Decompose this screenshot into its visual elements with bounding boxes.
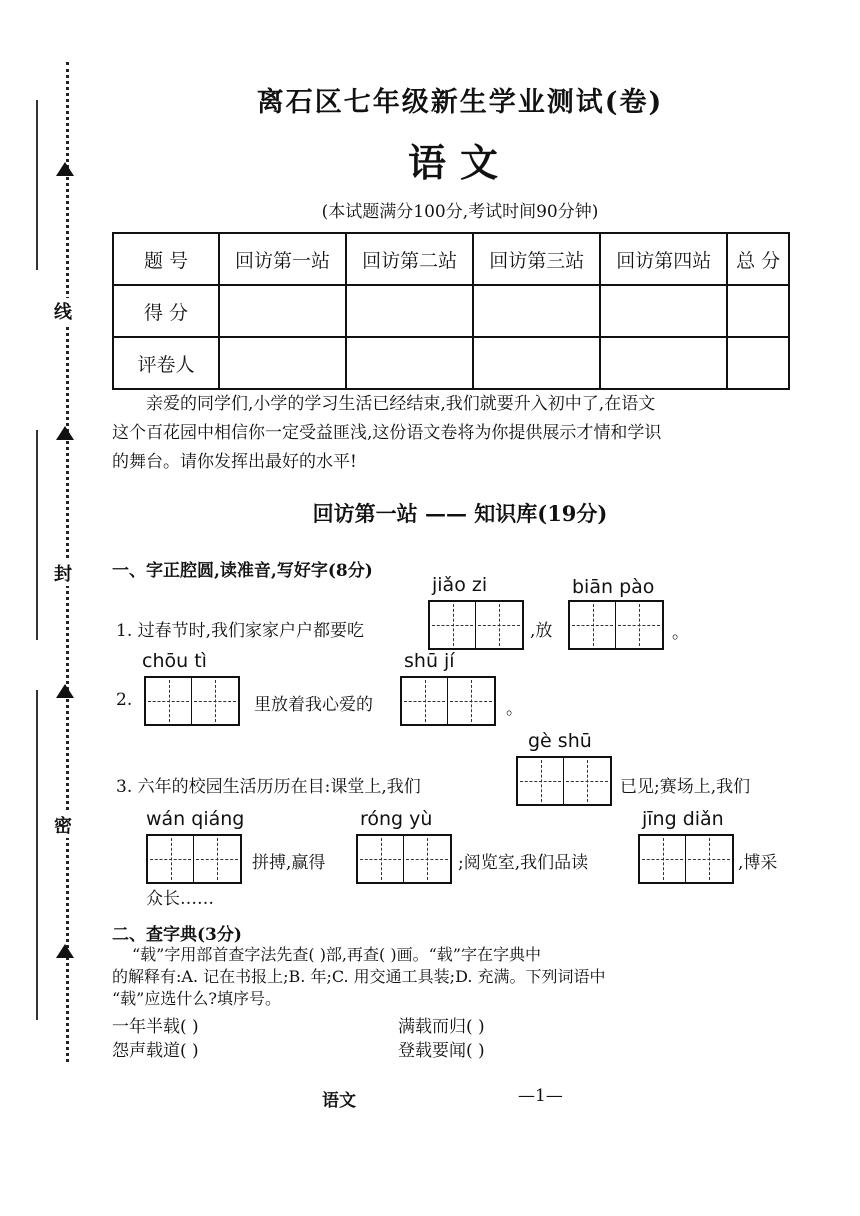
section-heading: 一、字正腔圆,读准音,写好字(8分) (112, 561, 373, 581)
question-text: “载”应选什么?填序号。 (112, 989, 281, 1008)
answer-item[interactable]: 满载而归( ) (398, 1017, 485, 1037)
question-text: 拼搏,赢得 (252, 853, 326, 873)
question-text: 已见;赛场上,我们 (620, 777, 751, 797)
question-text: 2. (116, 690, 133, 710)
binding-edge-line (36, 430, 38, 640)
triangle-marker-icon (56, 944, 74, 958)
row-label: 得 分 (113, 285, 219, 337)
page-number: —1— (518, 1086, 563, 1106)
score-cell[interactable] (346, 285, 473, 337)
question-text: ,放 (530, 621, 553, 641)
table-header-cell: 回访第一站 (219, 233, 346, 285)
pinyin: shū jí (404, 650, 455, 672)
binding-char-xian: 线 (54, 298, 72, 324)
triangle-marker-icon (56, 426, 74, 440)
table-row (113, 233, 789, 285)
table-header-cell: 回访第三站 (473, 233, 600, 285)
score-cell[interactable] (727, 285, 789, 337)
grader-cell[interactable] (600, 337, 727, 389)
writing-grid[interactable] (400, 676, 496, 726)
exam-note: (本试题满分100分,考试时间90分钟) (321, 202, 599, 222)
question-text: 3. 六年的校园生活历历在目:课堂上,我们 (116, 777, 421, 797)
answer-item[interactable]: 登载要闻( ) (398, 1041, 485, 1061)
writing-grid[interactable] (144, 676, 240, 726)
exam-title: 离石区七年级新生学业测试(卷) (256, 87, 664, 118)
pinyin: biān pào (572, 576, 655, 598)
table-row (113, 337, 789, 389)
table-header-cell: 题 号 (113, 233, 219, 285)
score-cell[interactable] (473, 285, 600, 337)
intro-line: 这个百花园中相信你一定受益匪浅,这份语文卷将为你提供展示才情和学识 (112, 423, 662, 443)
binding-char-mi: 密 (54, 812, 72, 838)
writing-grid[interactable] (428, 600, 524, 650)
score-cell[interactable] (219, 285, 346, 337)
writing-grid[interactable] (356, 834, 452, 884)
intro-paragraph (112, 390, 792, 477)
answer-item[interactable]: 一年半载( ) (112, 1017, 199, 1037)
intro-line: 亲爱的同学们,小学的学习生活已经结束,我们就要升入初中了,在语文 (146, 394, 656, 414)
table-row (113, 285, 789, 337)
pinyin: chōu tì (142, 650, 207, 672)
pinyin: jiǎo zi (432, 574, 488, 596)
section-heading: 二、查字典(3分) (112, 925, 242, 945)
writing-grid[interactable] (146, 834, 242, 884)
score-cell[interactable] (600, 285, 727, 337)
pinyin: gè shū (528, 730, 592, 752)
grader-cell[interactable] (473, 337, 600, 389)
triangle-marker-icon (56, 684, 74, 698)
pinyin: wán qiáng (146, 808, 245, 830)
question-text: 众长…… (146, 889, 214, 909)
grader-cell[interactable] (346, 337, 473, 389)
question-text: 。 (506, 699, 523, 719)
station-title: 回访第一站 —— 知识库(19分) (312, 501, 608, 526)
table-header-cell: 总 分 (727, 233, 789, 285)
intro-line: 的舞台。请你发挥出最好的水平! (112, 452, 357, 472)
table-header-cell: 回访第四站 (600, 233, 727, 285)
question-text: ,博采 (738, 853, 778, 873)
binding-char-feng: 封 (54, 560, 72, 586)
grader-cell[interactable] (219, 337, 346, 389)
score-table (112, 232, 790, 390)
question-text: 的解释有:A. 记在书报上;B. 年;C. 用交通工具装;D. 充满。下列词语中 (112, 967, 606, 986)
writing-grid[interactable] (516, 756, 612, 806)
footer-subject: 语文 (322, 1091, 356, 1111)
writing-grid[interactable] (568, 600, 664, 650)
question-text: 里放着我心爱的 (254, 695, 373, 715)
question-text: 。 (672, 623, 689, 643)
row-label: 评卷人 (113, 337, 219, 389)
table-header-cell: 回访第二站 (346, 233, 473, 285)
pinyin: jīng diǎn (642, 808, 724, 830)
grader-cell[interactable] (727, 337, 789, 389)
writing-grid[interactable] (638, 834, 734, 884)
question-text: ;阅览室,我们品读 (458, 853, 589, 873)
answer-item[interactable]: 怨声载道( ) (112, 1041, 199, 1061)
subject-title: 语文 (407, 140, 512, 185)
question-text: “载”字用部首查字法先查( )部,再查( )画。“载”字在字典中 (132, 945, 541, 964)
binding-edge-line (36, 690, 38, 1020)
pinyin: róng yù (360, 808, 433, 830)
question-text: 1. 过春节时,我们家家户户都要吃 (116, 621, 365, 641)
